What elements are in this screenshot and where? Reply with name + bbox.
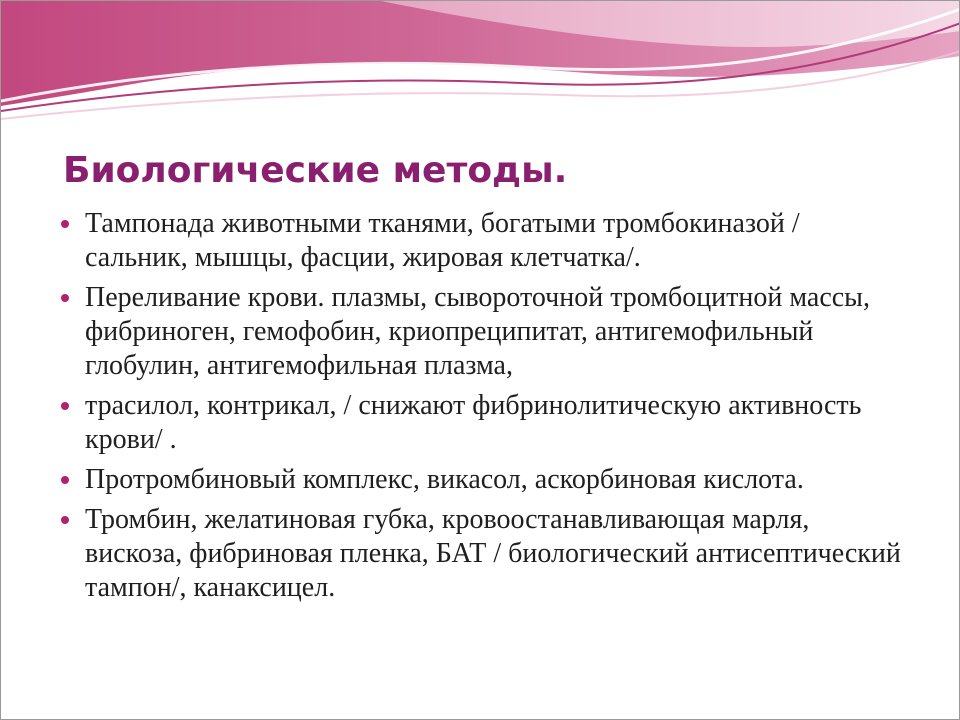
list-item — [61, 281, 901, 383]
bullet-text: Переливание крови. плазмы, сывороточной тромбоцитной массы, фибриноген, гемофобин, криопреципитат, антигемофильный глобулин, антигемофильная плазма, — [85, 282, 870, 381]
bullet-icon — [61, 516, 69, 524]
bullet-icon — [61, 294, 69, 302]
bullet-icon — [61, 220, 69, 228]
bullet-text: Тромбин, желатиновая губка, кровоостанавливающая марля, вискоза, фибриновая пленка, БАТ / биологический антисептический тампон/, канаксицел. — [85, 504, 901, 603]
list-item — [61, 207, 901, 275]
bullet-icon — [61, 476, 69, 484]
list-item — [61, 463, 901, 497]
slide-title: Биологические методы. — [63, 150, 568, 191]
bullet-icon — [61, 402, 69, 410]
list-item — [61, 389, 901, 457]
decorative-wave-banner — [1, 1, 960, 131]
list-item — [61, 503, 901, 605]
bullet-text: Протромбиновый комплекс, викасол, аскорбиновая кислота. — [85, 464, 804, 495]
bullet-list — [61, 207, 901, 611]
bullet-text: Тампонада животными тканями, богатыми тромбокиназой /сальник, мышцы, фасции, жировая клетчатка/. — [85, 208, 800, 273]
bullet-text: трасилол, контрикал, / снижают фибринолитическую активность крови/ . — [85, 390, 862, 455]
